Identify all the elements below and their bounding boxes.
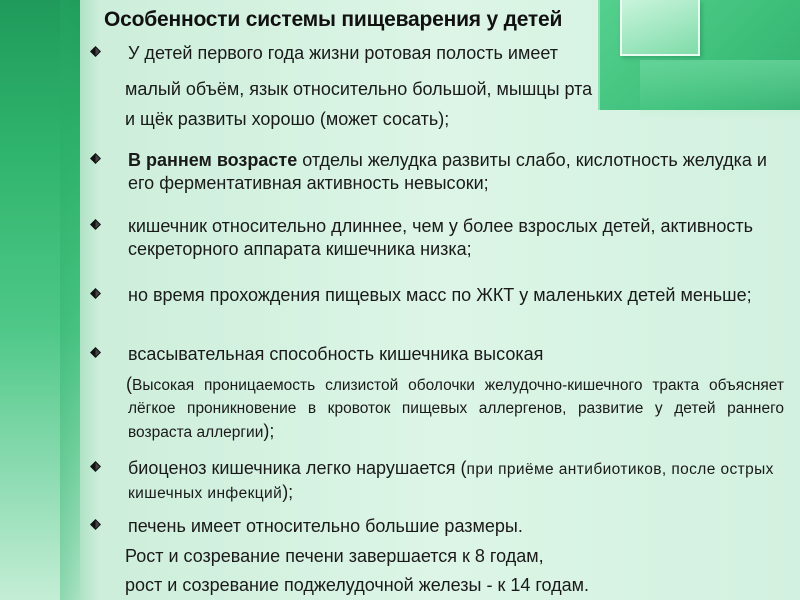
- diamond-bullet-icon: [90, 219, 101, 230]
- list-item: [90, 457, 780, 505]
- list-item: [90, 215, 780, 261]
- item-line: малый объём, язык относительно большой, мышцы рта: [125, 79, 593, 99]
- item-text: кишечник относительно длиннее, чем у более взрослых детей, активность секреторного аппарата кишечника низка;: [128, 216, 753, 259]
- item-line: рост и созревание поджелудочной железы - к 14 годам.: [125, 575, 590, 595]
- diamond-bullet-icon: [90, 461, 101, 472]
- list-item: [90, 149, 780, 195]
- note-close-paren: );: [263, 421, 275, 441]
- item-line: Рост и созревание печени завершается к 8 годам,: [125, 546, 544, 566]
- diamond-bullet-icon: [90, 153, 101, 164]
- item-text: но время прохождения пищевых масс по ЖКТ у маленьких детей меньше;: [128, 285, 752, 305]
- item-body: отделы желудка развиты слабо, кислотность желудка и его ферментативная активность невысоки;: [128, 150, 767, 193]
- note-open-paren: (: [126, 374, 132, 394]
- item-small-note: при приёме антибиотиков, после острых кишечных инфекций: [128, 461, 774, 502]
- item-body: печень имеет относительно большие размеры: [128, 516, 518, 536]
- diamond-bullet-icon: [90, 46, 101, 57]
- item-bold-lead: В раннем возрасте: [128, 150, 298, 170]
- paren-close: );: [282, 482, 294, 502]
- item-body: биоценоз кишечника легко нарушается: [128, 458, 461, 478]
- diamond-bullet-icon: [90, 288, 101, 299]
- item-text: [128, 515, 780, 538]
- item-note: [128, 373, 784, 444]
- item-tail: .: [517, 516, 523, 536]
- list-item: [90, 515, 780, 538]
- diamond-bullet-icon: [90, 347, 101, 358]
- item-line: У детей первого года жизни ротовая полость имеет: [128, 43, 559, 63]
- list-item: [90, 42, 780, 65]
- paren-open: (: [460, 458, 467, 478]
- list-item: [90, 284, 780, 307]
- corner-glow: [640, 60, 800, 120]
- item-text: всасывательная способность кишечника высокая: [128, 344, 544, 364]
- item-line: и щёк развиты хорошо (может сосать);: [125, 109, 450, 129]
- item-text: [128, 457, 780, 505]
- note-text: Высокая проницаемость слизистой оболочки желудочно-кишечного тракта объясняет лёгкое проникновение в кровоток пищевых аллергенов, развитие у детей раннего возраста аллергии: [128, 377, 784, 441]
- item-text: [128, 149, 780, 195]
- list-item: [90, 343, 780, 366]
- diamond-bullet-icon: [90, 519, 101, 530]
- slide-title: Особенности системы пищеварения у детей: [104, 8, 563, 31]
